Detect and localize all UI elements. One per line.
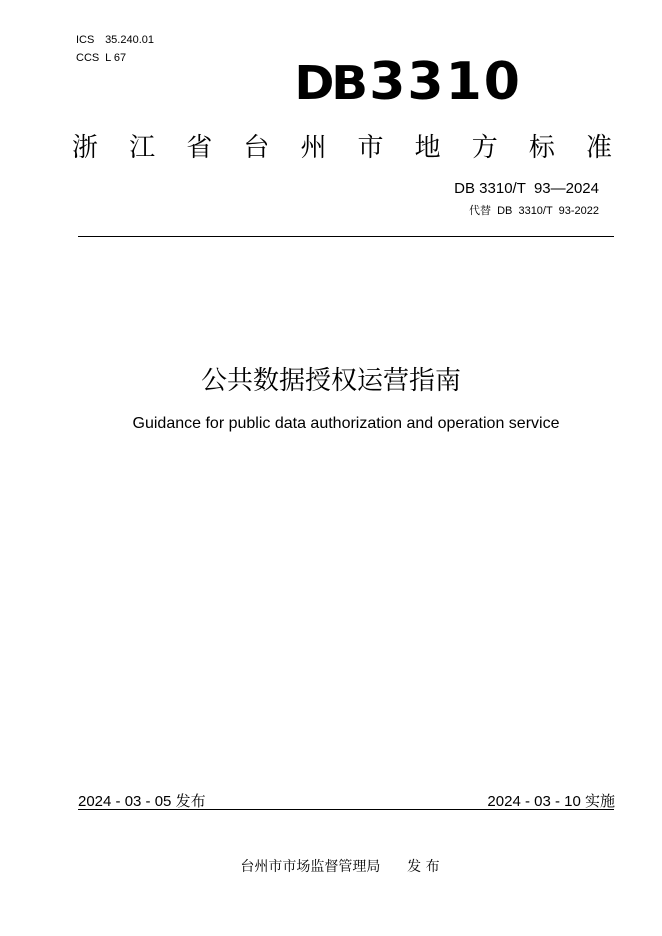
standard-type-char: 方 [471, 133, 498, 163]
ics-row [76, 31, 154, 49]
ccs-row [76, 49, 154, 67]
standard-type-char: 浙 [72, 133, 99, 163]
logo-prefix: DB [294, 56, 365, 110]
ics-value: 35.240.01 [105, 34, 154, 46]
standard-number: DB 3310/T 93—2024 [454, 180, 599, 197]
implementation-date: 2024 - 03 - 10 实施 [487, 793, 615, 810]
classification-codes [76, 31, 154, 67]
standard-type-char: 江 [129, 133, 156, 163]
header-divider [78, 236, 614, 237]
issuing-authority: 台州市市场监督管理局 发 布 [240, 859, 440, 875]
ccs-label: CCS [76, 52, 100, 64]
standard-type-char: 台 [243, 133, 270, 163]
standard-type-char: 准 [585, 133, 612, 163]
footer-divider [78, 809, 614, 810]
replaces-standard: 代替 DB 3310/T 93-2022 [468, 205, 599, 217]
document-title-chinese: 公共数据授权运营指南 [200, 366, 461, 396]
document-title-english: Guidance for public data authorization and operation service [132, 415, 560, 432]
standard-type-char: 市 [357, 133, 384, 163]
ccs-value: L 67 [105, 52, 127, 64]
db-logo [296, 52, 522, 112]
standard-type-char: 州 [300, 133, 327, 163]
standard-type-title [72, 127, 612, 164]
ics-label: ICS [76, 34, 95, 46]
standard-type-char: 省 [186, 133, 213, 163]
issue-date: 2024 - 03 - 05 发布 [78, 793, 206, 810]
logo-number: 3310 [369, 52, 522, 112]
standard-type-char: 地 [414, 133, 441, 163]
standard-type-char: 标 [528, 133, 555, 163]
